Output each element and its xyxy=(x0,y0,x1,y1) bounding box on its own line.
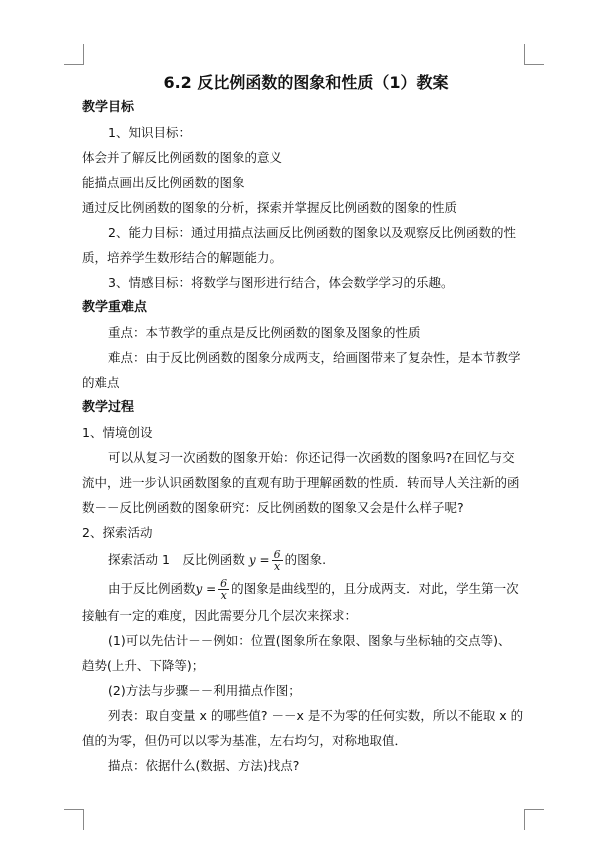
crop-mark xyxy=(524,809,525,830)
formula-fraction xyxy=(218,578,229,601)
knowledge-item: 通过反比例函数的图象的分析，探索并掌握反比例函数的图象的性质 xyxy=(82,200,458,215)
knowledge-item: 能描点画出反比例函数的图象 xyxy=(82,175,245,190)
crop-mark xyxy=(524,64,544,65)
crop-mark xyxy=(524,44,525,65)
estimate-line1: (1)可以先估计－－例如：位置(图象所在象限、图象与坐标轴的交点等)、 xyxy=(108,633,511,648)
emotion-goal: 3、情感目标：将数学与图形进行结合，体会数学学习的乐趣。 xyxy=(108,275,454,290)
analysis-line1 xyxy=(82,574,530,603)
activity-1-prefix: 探索活动 1 反比例函数 xyxy=(108,552,245,567)
table-line1: 列表：取自变量 x 的哪些值? －－x 是不为零的任何实数，所以不能取 x 的 xyxy=(108,708,524,723)
estimate-line2: 趋势(上升、下降等)； xyxy=(82,658,205,673)
step-1-para-line1: 可以从复习一次函数的图象开始：你还记得一次函数的图象吗?在回忆与交 xyxy=(108,450,515,465)
analysis-prefix: 由于反比例函数 xyxy=(108,581,196,596)
page-title: 6.2 反比例函数的图象和性质（1）教案 xyxy=(163,73,449,92)
step-2-label: 2、探索活动 xyxy=(82,525,153,540)
formula-lhs: y = xyxy=(195,582,217,596)
formula-denominator: x xyxy=(273,560,281,573)
method-line: (2)方法与步骤－－利用描点作图； xyxy=(108,683,301,698)
formula-numerator: 6 xyxy=(273,548,281,561)
formula-lhs: y = xyxy=(248,553,270,567)
plot-line: 描点：依据什么(数据、方法)找点? xyxy=(108,758,300,773)
activity-1-suffix: 的图象. xyxy=(284,552,327,567)
formula-fraction xyxy=(272,549,283,572)
step-1-para-line3: 数－－反比例函数的图象研究：反比例函数的图象又会是什么样子呢? xyxy=(82,500,464,515)
crop-mark xyxy=(83,809,84,830)
formula-denominator: x xyxy=(220,589,227,602)
knowledge-item: 体会并了解反比例函数的图象的意义 xyxy=(82,150,283,165)
analysis-line2: 接触有一定的难度，因此需要分几个层次来探求： xyxy=(82,608,358,623)
difficulty-line1: 难点：由于反比例函数的图象分成两支，给画图带来了复杂性，是本节教学 xyxy=(108,350,521,365)
section-heading-process: 教学过程 xyxy=(82,400,135,415)
step-1-para-line2: 流中，进一步认识函数图象的直观有助于理解函数的性质．转而导人关注新的函 xyxy=(82,475,520,490)
section-heading-key-points: 教学重难点 xyxy=(82,300,148,315)
step-1-label: 1、情境创设 xyxy=(82,425,153,440)
formula-numerator: 6 xyxy=(220,577,228,590)
activity-1-line xyxy=(82,545,530,574)
table-line2: 值的为零，但仍可以以零为基准，左右均匀，对称地取值． xyxy=(82,733,408,748)
crop-mark xyxy=(64,64,84,65)
analysis-suffix: 的图象是曲线型的，且分成两支．对此，学生第一次 xyxy=(231,581,519,596)
ability-goal-line2: 质，培养学生数形结合的解题能力。 xyxy=(82,250,283,265)
difficulty-line2: 的难点 xyxy=(82,375,120,390)
key-point: 重点：本节教学的重点是反比例函数的图象及图象的性质 xyxy=(108,325,421,340)
ability-goal-line1: 2、能力目标：通过用描点法画反比例函数的图象以及观察反比例函数的性 xyxy=(108,225,516,240)
section-heading-goals: 教学目标 xyxy=(82,100,135,115)
knowledge-label: 1、知识目标： xyxy=(108,125,191,140)
crop-mark xyxy=(64,809,84,810)
crop-mark xyxy=(524,809,544,810)
document-body xyxy=(82,70,530,778)
crop-mark xyxy=(83,44,84,65)
